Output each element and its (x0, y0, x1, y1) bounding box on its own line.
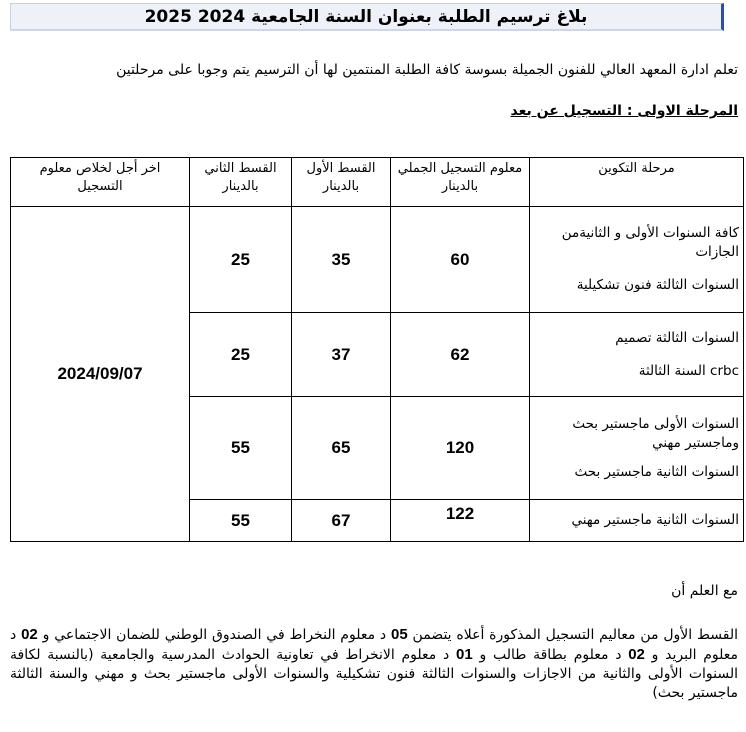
total-cell: 122 (391, 500, 530, 542)
total-cell: 120 (391, 397, 530, 500)
note-text: د معلوم البريد و (10, 627, 739, 663)
installment2-cell: 55 (190, 500, 292, 542)
note-text: د معلوم النخراط في الصندوق الوطني للضمان الاجتماعي و (42, 627, 387, 643)
stage-cell (530, 500, 744, 542)
stage-line: السنوات الثالثة فنون تشكيلية (576, 277, 739, 293)
note-value: 02 (628, 646, 645, 663)
installment2-cell: 25 (190, 207, 292, 313)
header-total: معلوم التسجيل الجملي بالدينار (391, 158, 530, 207)
total-cell: 60 (391, 207, 530, 313)
header-installment2: القسط الثاني بالدينار (190, 158, 292, 207)
intro-text: تعلم ادارة المعهد العالي للفنون الجميلة بسوسة كافة الطلبة المنتمين لها أن الترسيم يتم وجوبا على مرحلتين (116, 62, 738, 78)
stage-line: كافة السنوات الأولى و الثانيةمن الجازات (561, 225, 739, 260)
note-text: د معلوم الانخراط في تعاونية الحوادث المدرسية والجامعية (بالنسبة لكافة السنوات الأولى والثانية من الاجازات والسنوات الثالثة فنون تشكيلية والسنوات الأولى ماجستير بحث و مهني والسنة الثالثة ماجستير بحث) (10, 647, 738, 701)
note-text: القسط الأول من معاليم التسجيل المذكورة أعلاه يتضمن (412, 627, 738, 643)
stage-line: السنوات الأولى ماجستير بحث وماجستير مهني (572, 415, 739, 451)
stage-line: السنوات الثالثة تصميم (615, 329, 739, 346)
installment1-cell: 65 (292, 397, 391, 500)
total-cell: 62 (391, 313, 530, 397)
stage-cell (530, 397, 744, 500)
header-stage: مرحلة التكوين (530, 158, 744, 207)
page-title: بلاغ ترسيم الطلبة بعنوان السنة الجامعية 2024 2025 (10, 3, 724, 31)
header-deadline: اخر أجل لخلاص معلوم التسجيل (11, 158, 190, 207)
note-paragraph (10, 625, 738, 703)
deadline-cell: 2024/09/07 (11, 207, 190, 542)
header-installment1: القسط الأول بالدينار (292, 158, 391, 207)
stage-line: crbc السنة الثالثة (638, 362, 739, 379)
installment1-cell: 67 (292, 500, 391, 542)
installment2-cell: 55 (190, 397, 292, 500)
note-value: 05 (391, 626, 408, 643)
stage-cell (530, 313, 744, 397)
installment2-cell: 25 (190, 313, 292, 397)
stage-line: السنوات الثانية ماجستير بحث (574, 463, 739, 480)
stage-cell (530, 207, 744, 313)
table-header-row (11, 158, 744, 207)
fees-table (10, 157, 744, 542)
installment1-cell: 35 (292, 207, 391, 313)
note-heading: مع العلم أن (671, 583, 738, 599)
phase-title: المرحلة الاولى : التسجيل عن بعد (510, 103, 738, 119)
stage-line: السنوات الثانية ماجستير مهني (571, 512, 739, 528)
note-value: 01 (456, 646, 473, 663)
table-row (11, 207, 744, 313)
note-text: د معلوم بطاقة طالب و (479, 647, 622, 663)
installment1-cell: 37 (292, 313, 391, 397)
note-value: 02 (21, 626, 38, 643)
